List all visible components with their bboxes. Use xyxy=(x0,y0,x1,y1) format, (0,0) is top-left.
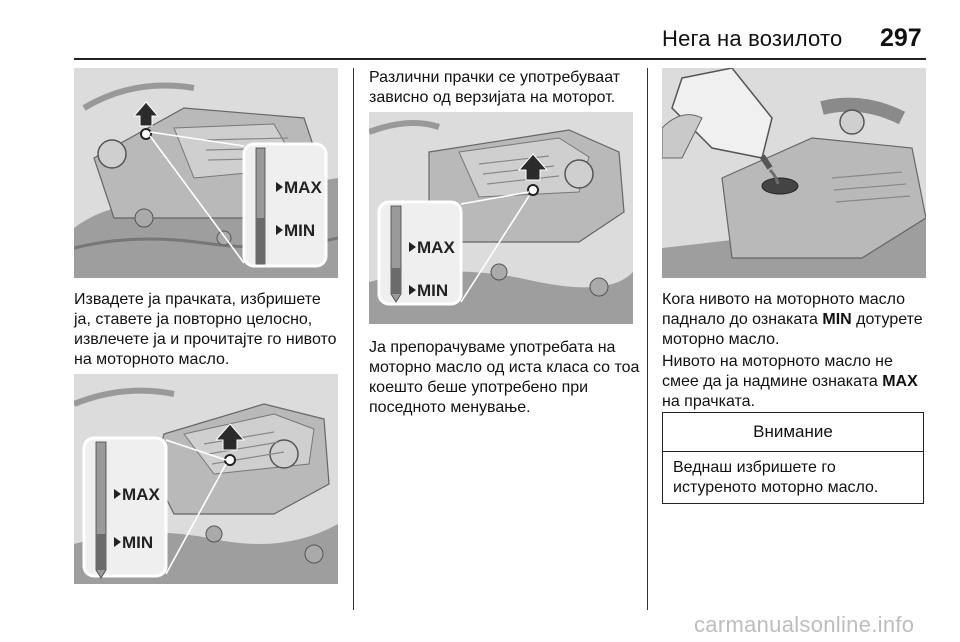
notice-text: Веднаш избришете го истуреното моторно масло. xyxy=(673,459,879,496)
oil-pouring-illustration xyxy=(662,68,926,278)
fig3-max-label: MAX xyxy=(417,238,455,257)
recommendation-paragraph: Ја препорачуваме употребата на моторно масло од иста класа со тоа коешто беше употребено при поседното менување. xyxy=(369,339,640,416)
min-mark-label: MIN xyxy=(822,311,852,328)
refill-text-start: Кога нивото на моторното масло паднало до ознаката xyxy=(662,291,906,328)
engine-dipstick-figure-1 xyxy=(74,68,338,278)
oil-refill-figure xyxy=(662,68,926,278)
info-paragraph-dipsticks: Различни прачки се употребуваат зависно од верзијата на моторот. xyxy=(369,69,621,106)
fig2-max-label: MAX xyxy=(122,485,160,504)
watermark: carmanualsonline.info xyxy=(694,612,915,637)
refill-paragraph xyxy=(662,290,930,350)
max-level-paragraph xyxy=(662,352,930,412)
header-rule xyxy=(74,58,926,60)
column-divider-2 xyxy=(647,68,648,610)
notice-title: Внимание xyxy=(663,413,923,452)
page-number: 297 xyxy=(880,24,922,52)
column-divider-1 xyxy=(353,68,354,610)
engine-illustration-1 xyxy=(74,68,338,278)
engine-illustration-3 xyxy=(369,112,633,324)
engine-dipstick-figure-3 xyxy=(369,112,633,324)
instruction-paragraph-1: Извадете ја прачката, избришете ја, ставете ја повторно целосно, извлечете ја и прочитајте го нивото на моторното масло. xyxy=(74,291,337,368)
notice-box xyxy=(662,412,924,504)
fig1-max-label: MAX xyxy=(284,178,322,197)
max-mark-label: MAX xyxy=(882,373,918,390)
max-text-start: Нивото на моторното масло не смее да ја надмине ознаката xyxy=(662,353,893,390)
fig3-min-label: MIN xyxy=(417,281,449,300)
refill-text-end: дотурете моторно масло. xyxy=(662,311,923,348)
engine-dipstick-figure-2 xyxy=(74,374,338,584)
max-text-end: на прачката. xyxy=(662,393,756,410)
fig2-min-label: MIN xyxy=(122,533,154,552)
fig1-min-label: MIN xyxy=(284,221,316,240)
page-title: Нега на возилото xyxy=(662,26,843,51)
engine-illustration-2 xyxy=(74,374,338,584)
